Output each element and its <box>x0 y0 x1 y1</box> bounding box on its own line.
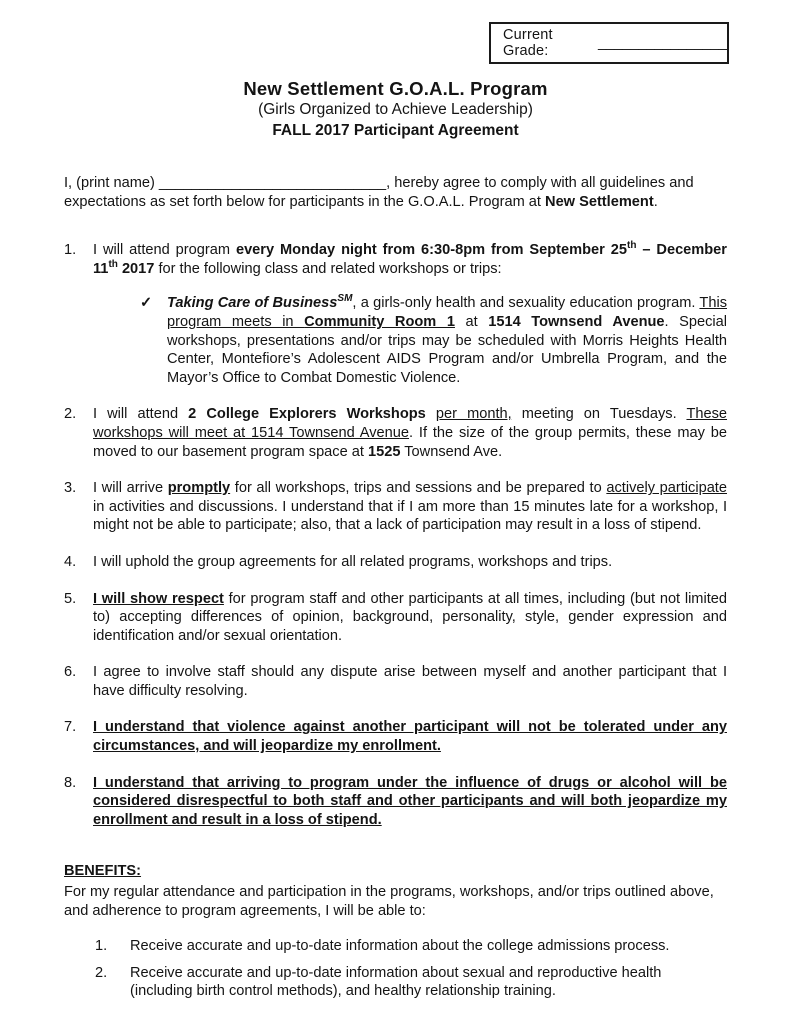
text-segment: . Special workshops, presentations and/or trips may be scheduled with Morris Heights Health Center, Montefiore’s Adolescent AIDS Program and/or Umbrella Program, and the Mayor’s Office to Combat Domestic Violence. <box>167 313 727 386</box>
text-segment: , a girls-only health and sexuality education program. <box>352 295 700 312</box>
agreement-list <box>64 241 727 829</box>
agreement-item <box>64 405 727 461</box>
text-segment <box>426 406 436 422</box>
text-segment: I understand that arriving to program under the influence of drugs or alcohol will be considered disrespectful to both staff and other participants and will both jeopardize my enrollment and result in a loss of stipend. <box>93 774 727 828</box>
text-segment: Receive accurate and up-to-date information about the college admissions process. <box>130 938 670 955</box>
text-segment: 2 College Explorers Workshops <box>188 406 426 423</box>
benefit-number: 2. <box>95 964 108 981</box>
program-title: New Settlement G.O.A.L. Program <box>243 78 548 99</box>
benefits-intro: For my regular attendance and participation in the programs, workshops, and/or trips outlined above, and adherence to program agreements, I will be able to: <box>64 884 714 919</box>
item-number: 4. <box>64 553 77 570</box>
text-segment: th <box>108 258 118 270</box>
sub-bullet-item <box>140 294 727 387</box>
text-segment: per month, <box>435 406 512 423</box>
item-number: 2. <box>64 406 77 423</box>
item-number: 7. <box>64 719 77 736</box>
agreement-item <box>64 241 727 387</box>
text-segment: – December 11 <box>93 242 727 277</box>
text-segment: SM <box>337 293 353 305</box>
item-number: 6. <box>64 664 77 681</box>
agreement-item <box>64 774 727 830</box>
agreement-item <box>64 718 727 755</box>
agreement-item <box>64 663 727 700</box>
text-segment: I agree to involve staff should any dispute arise between myself and another participant that I have difficulty resolving. <box>93 664 727 699</box>
agreement-title: FALL 2017 Participant Agreement <box>272 122 519 139</box>
text-segment: I will attend <box>93 406 189 423</box>
text-segment: Taking Care of Business <box>167 295 338 312</box>
text-segment: Townsend Ave. <box>400 443 503 460</box>
text-segment: every Monday night from 6:30-8pm from September 25 <box>235 242 627 259</box>
text-segment: actively participate <box>606 480 727 497</box>
agreement-item <box>64 590 727 646</box>
text-segment: for program staff and other participants at all times, including (but not limited to) accepting differences of opinion, background, personality, style, gender expression and identification and/or sexual orientation. <box>93 590 727 644</box>
text-segment: at <box>454 313 489 330</box>
text-segment: for the following class and related workshops or trips: <box>154 260 502 277</box>
item-number: 3. <box>64 480 77 497</box>
benefit-item <box>64 964 727 1001</box>
agreement-item <box>64 553 727 572</box>
text-segment: I understand that violence against another participant will not be tolerated under any circumstances, and will jeopardize my enrollment. <box>93 719 727 755</box>
intro-paragraph <box>64 174 727 211</box>
item-text <box>93 405 727 461</box>
benefits-section <box>64 862 727 1001</box>
text-segment: I will arrive <box>93 480 168 497</box>
benefit-text <box>130 964 727 1001</box>
checkmark-icon: ✓ <box>140 295 153 312</box>
item-text <box>93 774 727 830</box>
text-segment: I will attend program <box>93 242 236 259</box>
item-number: 5. <box>64 590 77 607</box>
text-segment: , hereby agree to comply with all guidelines and expectations as set forth below for participants in the G.O.A.L. Program at <box>64 175 694 210</box>
current-grade-label: Current Grade: <box>503 27 553 59</box>
text-segment: These workshops will meet at 1514 Townsend Avenue <box>93 406 728 441</box>
text-segment: I, (print name) <box>64 175 159 191</box>
text-segment: in activities and discussions. I understand that if I am more than 15 minutes late for a workshop, I might not be able to participate; also, that a lack of participation may result in a loss of stipend. <box>93 498 727 534</box>
current-grade-blank-line: ________________ <box>597 35 727 51</box>
document-header <box>0 78 791 141</box>
text-segment: Receive accurate and up-to-date information about sexual and reproductive health (including birth control methods), and healthy relationship training. <box>130 964 662 1000</box>
text-segment: This program meets in <box>167 295 727 330</box>
item-text <box>93 718 727 755</box>
agreement-item <box>64 479 727 535</box>
item-number: 1. <box>64 242 77 259</box>
text-segment: . If the size of the group permits, these may be moved to our basement program space at <box>93 424 727 460</box>
benefit-text <box>130 937 727 956</box>
item-number: 8. <box>64 774 77 791</box>
benefits-heading: BENEFITS: <box>64 863 142 880</box>
benefits-list <box>64 937 727 1001</box>
text-segment: Community Room 1 <box>304 313 455 330</box>
sub-bullet-text <box>167 294 727 387</box>
text-segment: meeting on Tuesdays. <box>511 406 687 423</box>
item-text <box>93 553 727 572</box>
item-text <box>93 590 727 646</box>
text-segment: I will uphold the group agreements for all related programs, workshops and trips. <box>93 553 613 570</box>
text-segment: ____________________________ <box>158 175 387 191</box>
text-segment: 1514 Townsend Avenue <box>488 313 665 330</box>
text-segment: 1525 <box>368 443 401 460</box>
item-text <box>93 241 727 387</box>
item-text <box>93 479 727 535</box>
current-grade-box <box>489 22 729 64</box>
text-segment: . <box>653 193 658 210</box>
item-text <box>93 663 727 700</box>
text-segment: th <box>626 240 637 252</box>
text-segment: New Settlement <box>545 193 654 210</box>
text-segment: promptly <box>167 480 231 497</box>
benefit-item <box>64 937 727 956</box>
program-subtitle: (Girls Organized to Achieve Leadership) <box>258 101 533 118</box>
text-segment: I will show respect <box>93 590 224 607</box>
benefit-number: 1. <box>95 938 108 955</box>
document-body <box>64 174 727 1009</box>
text-segment: 2017 <box>117 260 155 277</box>
text-segment: for all workshops, trips and sessions and be prepared to <box>230 480 607 497</box>
